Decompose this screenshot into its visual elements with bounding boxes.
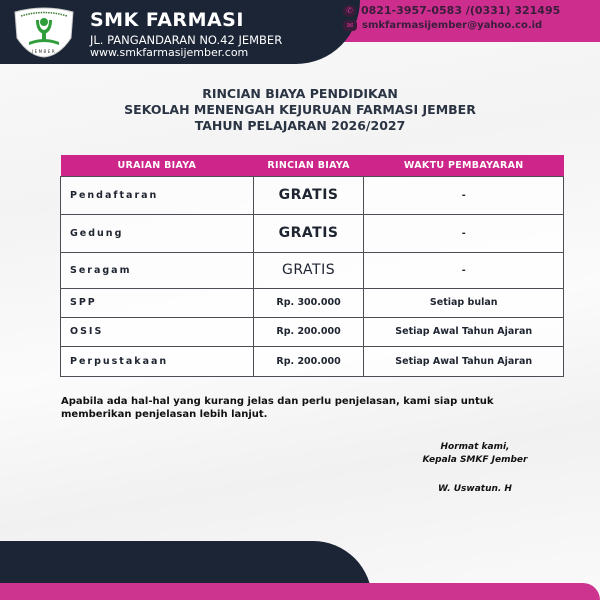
signature-closing: Hormat kami, (440, 442, 510, 452)
cell-cost: GRATIS (253, 214, 364, 252)
brand-title: SMK FARMASI (90, 9, 244, 31)
cell-cost: GRATIS (253, 252, 364, 288)
header-cost: RINCIAN BIAYA (253, 155, 364, 176)
title-line-1: RINCIAN BIAYA PENDIDIKAN (202, 86, 398, 101)
signature-name: W. Uswatun. H (438, 484, 512, 494)
cell-payment-time: - (364, 252, 564, 288)
svg-text:JEMBER: JEMBER (31, 49, 57, 54)
cell-item: Perpustakaan (61, 346, 254, 376)
cell-item: Gedung (61, 214, 254, 252)
fee-table (60, 155, 564, 377)
envelope-icon: ✉ (343, 20, 357, 31)
email-text[interactable]: smkfarmasijember@yahoo.co.id (362, 20, 543, 31)
cell-payment-time: - (364, 214, 564, 252)
cell-cost: Rp. 200.000 (253, 317, 364, 346)
cell-item: Seragam (61, 252, 254, 288)
brand-address: JL. PANGANDARAN NO.42 JEMBER (90, 33, 283, 47)
table-row (61, 252, 564, 288)
document-title (0, 86, 600, 134)
contact-phone (343, 4, 560, 17)
contact-email (343, 20, 542, 31)
signature-block (400, 441, 550, 467)
school-logo-icon (9, 6, 79, 58)
title-line-3: TAHUN PELAJARAN 2026/2027 (194, 118, 406, 133)
header-payment-time: WAKTU PEMBAYARAN (364, 155, 564, 176)
cell-item: SPP (61, 288, 254, 317)
cell-cost: Rp. 200.000 (253, 346, 364, 376)
signature-position: Kepala SMKF Jember (422, 455, 528, 465)
cell-item: Pendaftaran (61, 176, 254, 214)
cell-item: OSIS (61, 317, 254, 346)
cell-payment-time: Setiap bulan (364, 288, 564, 317)
closing-note: Apabila ada hal-hal yang kurang jelas dan perlu penjelasan, kami siap untuk memberikan penjelasan lebih lanjut. (61, 396, 494, 420)
cell-cost: Rp. 300.000 (253, 288, 364, 317)
table-row (61, 346, 564, 376)
table-header-row (61, 155, 564, 176)
phone-text[interactable]: 0821-3957-0583 /(0331) 321495 (361, 4, 561, 17)
table-row (61, 317, 564, 346)
cell-payment-time: Setiap Awal Tahun Ajaran (364, 346, 564, 376)
table-row (61, 288, 564, 317)
cell-payment-time: - (364, 176, 564, 214)
brand-website[interactable]: www.smkfarmasijember.com (90, 46, 249, 59)
table-row (61, 214, 564, 252)
phone-icon: ✆ (343, 5, 356, 17)
table-row (61, 176, 564, 214)
footer-pink-band (0, 583, 600, 600)
title-line-2: SEKOLAH MENENGAH KEJURUAN FARMASI JEMBER (124, 102, 476, 117)
cell-payment-time: Setiap Awal Tahun Ajaran (364, 317, 564, 346)
cell-cost: GRATIS (253, 176, 364, 214)
header-item: URAIAN BIAYA (61, 155, 254, 176)
